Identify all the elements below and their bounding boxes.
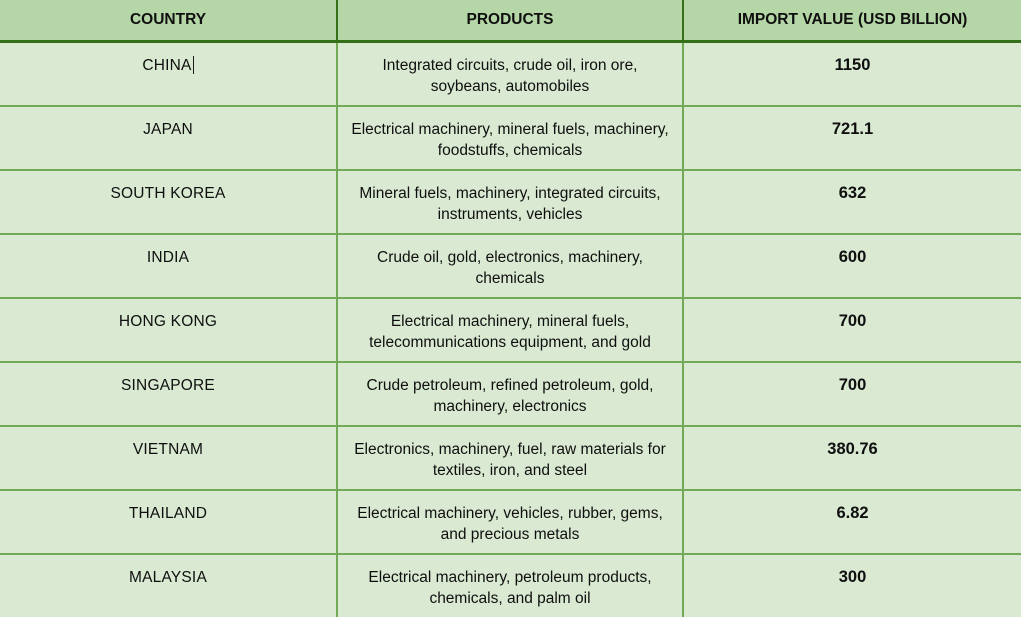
products-cell[interactable]: Integrated circuits, crude oil, iron ore, soybeans, automobiles [337, 41, 683, 106]
country-cell[interactable]: VIETNAM [0, 426, 337, 490]
text-caret-icon [193, 56, 194, 74]
products-cell[interactable]: Crude oil, gold, electronics, machinery, chemicals [337, 234, 683, 298]
country-cell[interactable]: SOUTH KOREA [0, 170, 337, 234]
table-row [0, 426, 1021, 490]
table-row [0, 554, 1021, 617]
country-cell[interactable]: JAPAN [0, 106, 337, 170]
products-cell[interactable]: Crude petroleum, refined petroleum, gold, machinery, electronics [337, 362, 683, 426]
value-cell[interactable]: 380.76 [683, 426, 1021, 490]
products-cell[interactable]: Electronics, machinery, fuel, raw materials for textiles, iron, and steel [337, 426, 683, 490]
country-cell[interactable]: HONG KONG [0, 298, 337, 362]
products-cell[interactable]: Electrical machinery, mineral fuels, telecommunications equipment, and gold [337, 298, 683, 362]
table-row [0, 106, 1021, 170]
products-cell[interactable]: Mineral fuels, machinery, integrated circuits, instruments, vehicles [337, 170, 683, 234]
products-cell[interactable]: Electrical machinery, vehicles, rubber, gems, and precious metals [337, 490, 683, 554]
value-cell[interactable]: 300 [683, 554, 1021, 617]
column-header-import-value[interactable]: IMPORT VALUE (USD BILLION) [683, 0, 1021, 41]
column-header-products[interactable]: PRODUCTS [337, 0, 683, 41]
table-row [0, 170, 1021, 234]
table-row [0, 234, 1021, 298]
value-cell[interactable]: 1150 [683, 41, 1021, 106]
country-cell[interactable]: INDIA [0, 234, 337, 298]
value-cell[interactable]: 600 [683, 234, 1021, 298]
table-row [0, 490, 1021, 554]
column-header-country[interactable]: COUNTRY [0, 0, 337, 41]
table-row [0, 362, 1021, 426]
value-cell[interactable]: 6.82 [683, 490, 1021, 554]
country-cell[interactable]: SINGAPORE [0, 362, 337, 426]
country-cell[interactable]: MALAYSIA [0, 554, 337, 617]
table-row [0, 41, 1021, 106]
table-row [0, 298, 1021, 362]
products-cell[interactable]: Electrical machinery, mineral fuels, machinery, foodstuffs, chemicals [337, 106, 683, 170]
products-cell[interactable]: Electrical machinery, petroleum products, chemicals, and palm oil [337, 554, 683, 617]
table-header-row [0, 0, 1021, 41]
country-cell[interactable]: THAILAND [0, 490, 337, 554]
value-cell[interactable]: 632 [683, 170, 1021, 234]
country-text: CHINA [142, 56, 192, 74]
value-cell[interactable]: 721.1 [683, 106, 1021, 170]
value-cell[interactable]: 700 [683, 298, 1021, 362]
country-cell[interactable] [0, 41, 337, 106]
value-cell[interactable]: 700 [683, 362, 1021, 426]
